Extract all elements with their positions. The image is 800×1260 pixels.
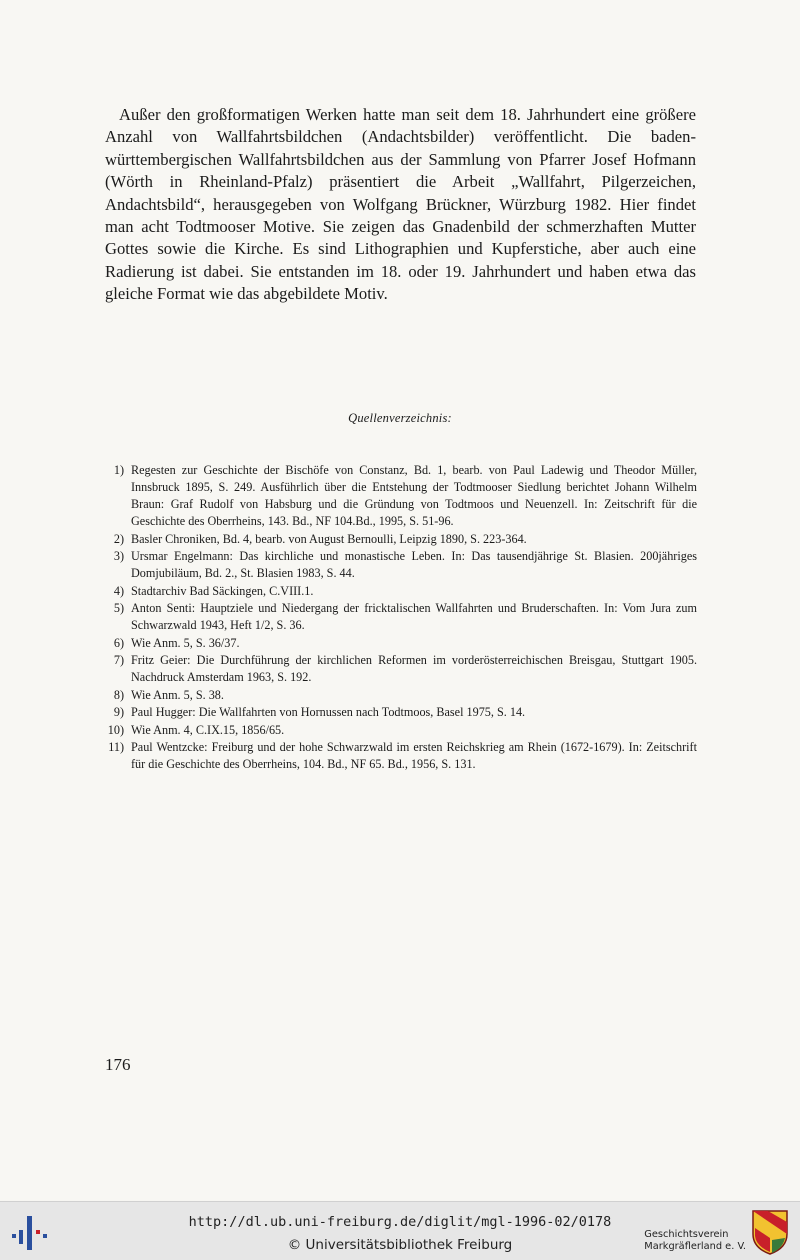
footnote-text: Wie Anm. 5, S. 36/37. — [131, 635, 240, 650]
sources-heading: Quellenverzeichnis: — [348, 411, 452, 425]
footnote-item — [105, 583, 697, 600]
footnote-text: Fritz Geier: Die Durchführung der kirchlichen Reformen im vorderösterreichischen Breisgau, Stuttgart 1905. Nachdruck Amsterdam 1963, S. 192. — [131, 653, 697, 684]
footnote-item — [105, 739, 697, 773]
footnote-text: Paul Wentzcke: Freiburg und der hohe Schwarzwald im ersten Reichskrieg am Rhein (1672-1679). In: Zeitschrift für die Geschichte des Oberrheins, 104. Bd., NF 65. Bd., 1956, S. 131. — [131, 740, 697, 771]
footnote-number: 8) — [113, 687, 124, 702]
footnote-text: Paul Hugger: Die Wallfahrten von Hornussen nach Todtmoos, Basel 1975, S. 14. — [131, 705, 526, 719]
footer-bar — [0, 1201, 800, 1260]
footnote-item — [105, 548, 697, 582]
footnote-item — [105, 652, 697, 686]
footnote-number: 6) — [113, 635, 124, 650]
footnote-text: Regesten zur Geschichte der Bischöfe von Constanz, Bd. 1, bearb. von Paul Ladewig und Theodor Müller, Innsbruck 1895, S. 249. Ausführlich über die Entstehung der Todtmooser Siedlung berichtet Johann Wilhelm Braun: Graf Rudolf von Habsburg und die Gründung von Todtmoos und Neuenzell. In: Zeitschrift für die Geschichte des Oberrheins, 143. Bd., NF 104.Bd., 1995, S. 51-96. — [131, 463, 697, 528]
footnote-text: Basler Chroniken, Bd. 4, bearb. von August Bernoulli, Leipzig 1890, S. 223-364. — [131, 531, 527, 546]
document-url[interactable]: http://dl.ub.uni-freiburg.de/diglit/mgl-1996-02/0178 — [188, 1214, 612, 1230]
footnote-number: 4) — [113, 583, 124, 598]
society-name-line2: Markgräflerland e. V. — [644, 1241, 746, 1252]
footnote-number: 9) — [113, 705, 124, 719]
footnote-item — [105, 635, 697, 652]
footnote-number: 7) — [113, 653, 124, 667]
body-text — [105, 104, 696, 306]
page-number: 176 — [105, 1055, 131, 1074]
footnote-text: Ursmar Engelmann: Das kirchliche und monastische Leben. In: Das tausendjährige St. Blasien. 200jähriges Domjubiläum, Bd. 2., St. Blasien 1983, S. 44. — [131, 549, 697, 580]
footnote-text: Anton Senti: Hauptziele und Niedergang der fricktalischen Wallfahrten und Bruderschaften. In: Vom Jura zum Schwarzwald 1943, Heft 1/2, S. 36. — [131, 601, 697, 632]
footnote-number: 1) — [113, 463, 124, 477]
main-paragraph: Außer den großformatigen Werken hatte man seit dem 18. Jahrhundert eine größere Anzahl von Wallfahrtsbildchen (Andachtsbilder) veröffentlicht. Die baden-württembergischen Wallfahrtsbildchen aus der Sammlung von Pfarrer Josef Hofmann (Wörth in Rheinland-Pfalz) präsentiert die Arbeit „Wallfahrt, Pilgerzeichen, Andachtsbild“, herausgegeben von Wolfgang Brückner, Würzburg 1982. Hier findet man acht Todtmooser Motive. Sie zeigen das Gnadenbild der schmerzhaften Mutter Gottes sowie die Kirche. Es sind Lithographien und Kupferstiche, aber auch eine Radierung ist dabei. Sie entstanden im 18. oder 19. Jahrhundert und haben etwa das gleiche Format wie das abgebildete Motiv. — [105, 105, 696, 304]
footnote-text: Stadtarchiv Bad Säckingen, C.VIII.1. — [131, 583, 314, 598]
footnote-text: Wie Anm. 5, S. 38. — [131, 687, 224, 702]
footnote-item — [105, 722, 697, 739]
footnote-number: 3) — [113, 549, 124, 563]
coat-of-arms-icon — [750, 1208, 790, 1256]
footnote-number: 11) — [108, 740, 124, 754]
footnote-number: 10) — [107, 722, 124, 737]
footnote-list — [105, 462, 697, 774]
copyright-text: © Universitätsbibliothek Freiburg — [287, 1237, 513, 1253]
footnote-item — [105, 704, 697, 721]
footnote-text: Wie Anm. 4, C.IX.15, 1856/65. — [131, 722, 285, 737]
society-name — [644, 1229, 746, 1253]
footnote-item — [105, 600, 697, 634]
footnote-number: 5) — [113, 601, 124, 615]
footnote-item — [105, 462, 697, 530]
footnote-item — [105, 687, 697, 704]
society-name-line1: Geschichtsverein — [644, 1229, 729, 1240]
footnote-number: 2) — [113, 531, 124, 546]
footnote-item — [105, 531, 697, 548]
